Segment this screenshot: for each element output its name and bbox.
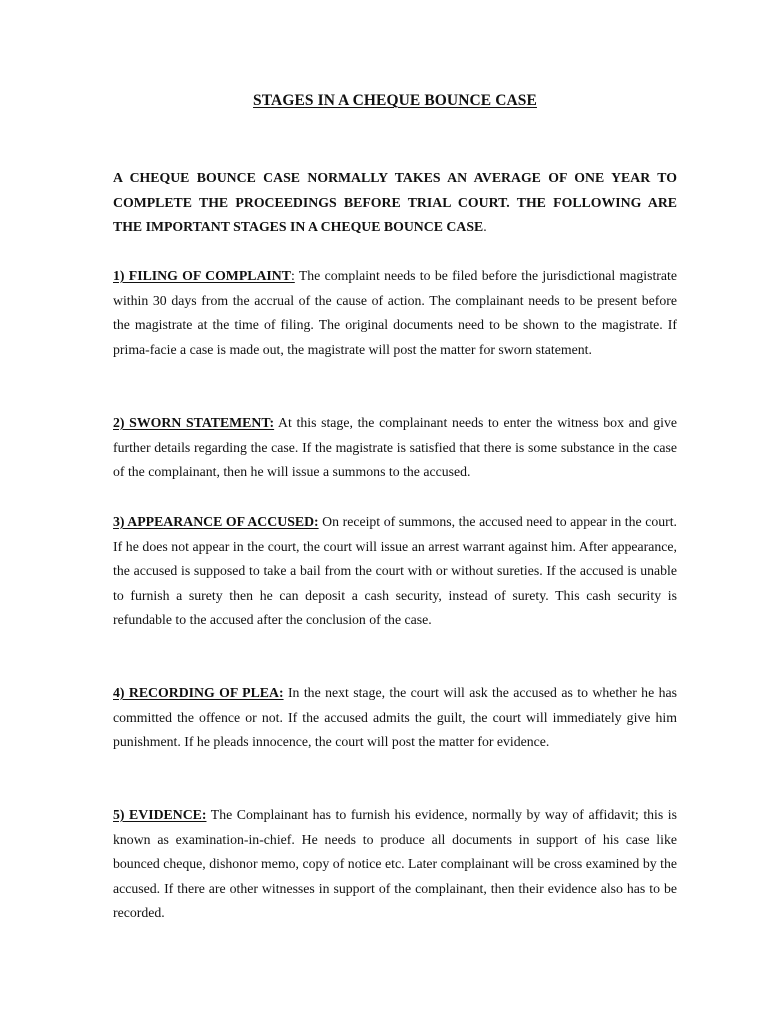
- section-filing-of-complaint: [113, 264, 677, 362]
- section-heading: 2) SWORN STATEMENT:: [113, 415, 275, 430]
- section-heading: 5) EVIDENCE:: [113, 807, 207, 822]
- section-heading: [113, 268, 295, 283]
- intro-period: .: [483, 219, 487, 235]
- section-heading: 4) RECORDING OF PLEA:: [113, 685, 284, 700]
- section-heading-text: 1) FILING OF COMPLAINT: [113, 268, 291, 283]
- section-heading-separator: :: [290, 268, 295, 283]
- intro-text: A CHEQUE BOUNCE CASE NORMALLY TAKES AN AVERAGE OF ONE YEAR TO COMPLETE THE PROCEEDINGS BEFORE TRIAL COURT. THE FOLLOWING ARE THE IMPORTANT STAGES IN A CHEQUE BOUNCE CASE: [113, 170, 677, 235]
- section-evidence: [113, 803, 677, 926]
- section-sworn-statement: [113, 411, 677, 485]
- intro-paragraph: [113, 166, 677, 240]
- section-body: On receipt of summons, the accused need to appear in the court. If he does not appear in the court, the court will issue an arrest warrant against him. After appearance, the accused is supposed to take a bail from the court with or without sureties. If the accused is unable to furnish a surety then he can deposit a cash security, instead of surety. This cash security is refundable to the accused after the conclusion of the case.: [113, 514, 677, 628]
- section-body: The complaint needs to be filed before the jurisdictional magistrate within 30 days from the accrual of the cause of action. The complainant needs to be present before the magistrate at the time of filing. The original documents need to be shown to the magistrate. If prima-facie a case is made out, the magistrate will post the matter for sworn statement.: [113, 268, 677, 357]
- section-heading: 3) APPEARANCE OF ACCUSED:: [113, 514, 319, 529]
- section-body: The Complainant has to furnish his evidence, normally by way of affidavit; this is known as examination-in-chief. He needs to produce all documents in support of his case like bounced cheque, dishonor memo, copy of notice etc. Later complainant will be cross examined by the accused. If there are other witnesses in support of the complainant, then their evidence also has to be recorded.: [113, 807, 678, 921]
- page-title: STAGES IN A CHEQUE BOUNCE CASE: [253, 92, 537, 109]
- section-body: In the next stage, the court will ask the accused as to whether he has committed the offence or not. If the accused admits the guilt, the court will immediately give him punishment. If he pleads innocence, the court will post the matter for evidence.: [113, 685, 677, 750]
- section-body: At this stage, the complainant needs to enter the witness box and give further details regarding the case. If the magistrate is satisfied that there is some substance in the case of the complainant, then he will issue a summons to the accused.: [113, 415, 677, 480]
- section-appearance-of-accused: [113, 510, 677, 633]
- section-recording-of-plea: [113, 681, 677, 755]
